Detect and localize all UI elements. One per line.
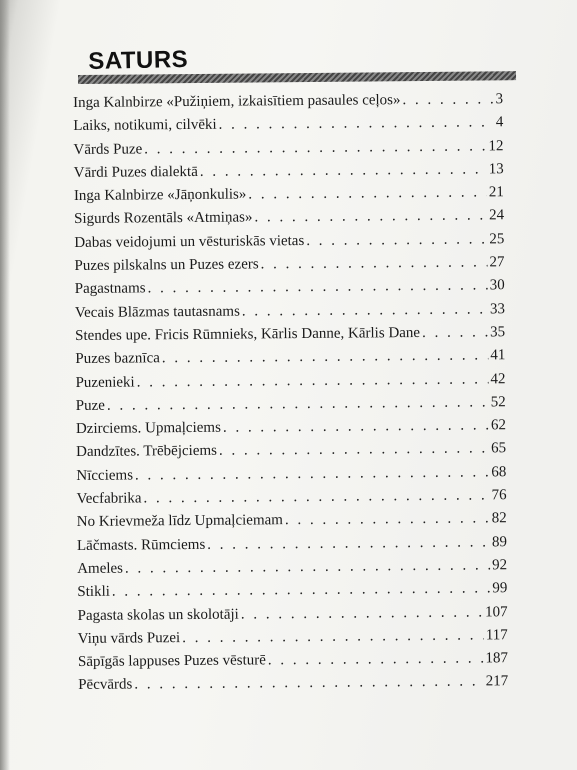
- toc-entry-title: Inga Kalnbirze «Jāņonkulis»: [73, 186, 247, 205]
- toc-entry-title: Dzirciems. Upmaļciems: [75, 419, 221, 438]
- dot-leader: [268, 648, 484, 673]
- toc-entry-page-number: 4: [495, 114, 504, 131]
- dot-leader: [147, 275, 487, 301]
- toc-entry-title: Pagasta skolas un skolotāji: [77, 606, 239, 624]
- dot-leader: [137, 368, 489, 394]
- page-gutter-shadow: [0, 0, 10, 770]
- toc-entry-page-number: 41: [490, 347, 506, 364]
- toc-entry-title: Vecfabrika: [76, 490, 142, 508]
- toc-entry-title: Laiks, notikumi, cilvēki: [73, 117, 217, 135]
- toc-entry-title: Pēcvārds: [78, 676, 133, 694]
- dot-leader: [107, 391, 489, 418]
- toc-entry-title: Stikli: [77, 583, 110, 601]
- toc-entry-title: Vārds Puze: [73, 140, 143, 158]
- toc-entry-title: Vecais Blāzmas tautasnams: [74, 303, 240, 321]
- toc-entry-page-number: 12: [488, 137, 504, 154]
- toc-entry-page-number: 62: [490, 417, 506, 434]
- toc-entry-page-number: 24: [489, 207, 505, 224]
- toc-entry-title: Vārdi Puzes dialektā: [73, 163, 198, 181]
- dot-leader: [219, 438, 489, 464]
- dot-leader: [135, 461, 490, 487]
- toc-entry-title: Pagastnams: [74, 280, 146, 298]
- toc-entry-page-number: 13: [488, 161, 504, 178]
- toc-entry-page-number: 25: [489, 231, 505, 248]
- dot-leader: [219, 112, 494, 138]
- toc-entry-title: Lāčmasts. Rūmciems: [76, 536, 206, 554]
- dot-leader: [144, 135, 486, 161]
- toc-entry-page-number: 117: [485, 627, 508, 644]
- dot-leader: [223, 415, 489, 441]
- dot-leader: [162, 345, 489, 371]
- toc-entry-page-number: 21: [488, 184, 504, 201]
- toc-entry-page-number: 107: [484, 603, 508, 620]
- toc-entry-title: Ameles: [77, 560, 124, 577]
- toc-entry-page-number: 3: [495, 91, 504, 108]
- dot-leader: [261, 251, 488, 276]
- toc-entry-page-number: 65: [491, 440, 507, 457]
- toc-entry-page-number: 33: [489, 300, 505, 318]
- toc-entry-page-number: 89: [491, 533, 508, 551]
- toc-entry-title: Stendes upe. Fricis Rūmnieks, Kārlis Danne, Kārlis Dane: [75, 324, 421, 344]
- dot-leader: [200, 158, 487, 184]
- toc-entry-title: No Krievmeža līdz Upmaļciemam: [76, 512, 283, 531]
- toc-entry-page-number: 35: [490, 324, 506, 341]
- toc-entry-page-number: 30: [489, 277, 505, 294]
- dot-leader: [241, 601, 483, 626]
- toc-entry-title: Puzenieki: [75, 374, 135, 391]
- toc-entry-page-number: 27: [489, 254, 505, 271]
- dot-leader: [182, 624, 484, 650]
- dot-leader: [143, 484, 489, 510]
- toc-entry-page-number: 187: [485, 650, 509, 667]
- toc-entry-page-number: 42: [490, 370, 506, 387]
- toc-entry-title: Dabas veidojumi un vēsturiskās vietas: [74, 232, 305, 251]
- toc-entry-page-number: 68: [491, 463, 507, 481]
- contents-heading: SATURS: [88, 45, 189, 75]
- toc-entry-title: Sigurds Rozentāls «Atmiņas»: [74, 209, 253, 228]
- toc-entry: [78, 671, 508, 698]
- dot-leader: [112, 578, 491, 605]
- toc-entry-title: Dandzītes. Trēbējciems: [76, 443, 218, 461]
- dot-leader: [285, 508, 490, 533]
- toc-entry-title: Inga Kalnbirze «Pužiņiem, izkaisītiem pasaules ceļos»: [73, 92, 401, 111]
- toc-entry-page-number: 52: [490, 394, 506, 411]
- dot-leader: [254, 205, 487, 230]
- toc-entry-page-number: 82: [491, 510, 507, 527]
- dot-leader: [402, 88, 493, 112]
- toc-entry-title: Puzes pilskalns un Puzes ezers: [74, 256, 259, 275]
- toc-entry-page-number: 76: [491, 487, 507, 504]
- table-of-contents: [73, 88, 508, 697]
- toc-entry-title: Sāpīgās lappuses Puzes vēsturē: [77, 652, 266, 671]
- toc-entry-title: Puze: [75, 397, 105, 414]
- toc-entry-title: Puzes baznīca: [75, 350, 160, 368]
- dot-leader: [207, 531, 490, 557]
- toc-entry-page-number: 99: [492, 580, 508, 597]
- dot-leader: [306, 228, 487, 253]
- toc-entry-page-number: 92: [492, 557, 508, 574]
- dot-leader: [422, 321, 488, 345]
- dot-leader: [248, 182, 487, 207]
- toc-entry-title: Viņu vārds Puzei: [77, 629, 181, 647]
- dot-leader: [242, 298, 488, 323]
- toc-entry-page-number: 217: [485, 673, 509, 690]
- dot-leader: [125, 554, 490, 580]
- toc-entry-title: Nīcciems: [76, 467, 134, 484]
- dot-leader: [134, 671, 484, 697]
